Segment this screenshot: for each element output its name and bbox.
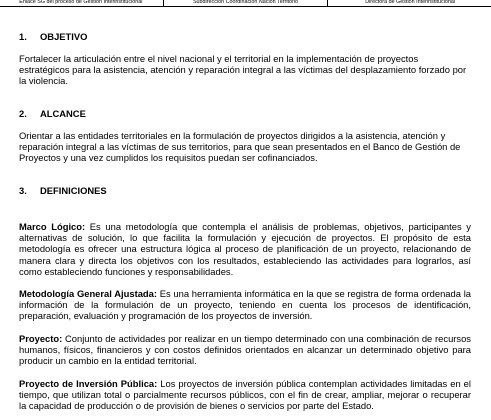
definition-term: Proyecto: xyxy=(19,333,63,344)
header-cell-approver: Directora de Gestión Interinstitucional xyxy=(328,0,491,7)
alcance-text: Orientar a las entidades territoriales en la formulación de proyectos dirigidos a la asistencia, atención y reparación integral a las víctimas de sus territorios, para que sean presentados en el Banco de Gestión de Proyectos y una vez cumplidos los requisitos puedan ser cofinanciados. xyxy=(19,130,461,164)
objetivo-text: Fortalecer la articulación entre el nivel nacional y el territorial en la implementación de proyectos estratégicos para la asistencia, atención y reparación integral a las víctimas del desplazamiento forzado por la violencia. xyxy=(19,53,467,87)
section-title: DEFINICIONES xyxy=(40,185,107,196)
document-header-table xyxy=(0,0,491,7)
definition-text: Conjunto de actividades por realizar en un tiempo determinado con una combinación de recursos humanos, físicos, financieros y con costos definidos orientados en alcanzar un determinado objetivo para producir un cambio en la entidad territorial. xyxy=(19,333,471,367)
definition-text: Los proyectos de inversión pública contemplan actividades limitadas en el tiempo, que utilizan total o parcialmente recursos públicos, con el fin de crear, ampliar, mejorar o recuperar la capacidad de producción o de provisión de bienes o servicios por parte del Estado. xyxy=(19,378,471,412)
section-number: 2. xyxy=(19,108,27,119)
section-heading-objetivo xyxy=(19,31,87,42)
section-number: 3. xyxy=(19,185,27,196)
section-number: 1. xyxy=(19,31,27,42)
definition-metodologia-general-ajustada xyxy=(19,288,471,322)
section-title: OBJETIVO xyxy=(40,31,88,42)
definition-term: Proyecto de Inversión Pública: xyxy=(19,378,158,389)
definition-term: Marco Lógico: xyxy=(19,221,86,232)
section-heading-alcance xyxy=(19,108,86,119)
definition-text: Es una metodología que contempla el análisis de problemas, objetivos, participantes y alternativas de solución, lo que facilita la formulación y ejecución de proyectos. El propósito de esta metodología es ofrecer una estructura lógica al proceso de planificación de un proyecto, relacionando de manera clara y directa los objetivos con los resultados, estableciendo las actividades para lograrlos, así como estableciendo funciones y responsabilidades. xyxy=(19,221,471,277)
definition-proyecto xyxy=(19,333,471,367)
definition-marco-logico xyxy=(19,221,471,277)
header-cell-role: Enlace SG del proceso de Gestión Interinstitucional xyxy=(0,0,163,7)
section-title: ALCANCE xyxy=(40,108,86,119)
definition-text: Es una herramienta informática en la que se registra de forma ordenada la información de la formulación de un proyecto, teniendo en cuenta los procesos de identificación, preparación, evaluación y programación de los proyectos de inversión. xyxy=(19,288,471,322)
definition-proyecto-inversion-publica xyxy=(19,378,471,412)
section-heading-definiciones xyxy=(19,185,107,196)
header-cell-unit: Subdirección Coordinación Nación Territorio xyxy=(163,0,328,7)
definition-term: Metodología General Ajustada: xyxy=(19,288,157,299)
